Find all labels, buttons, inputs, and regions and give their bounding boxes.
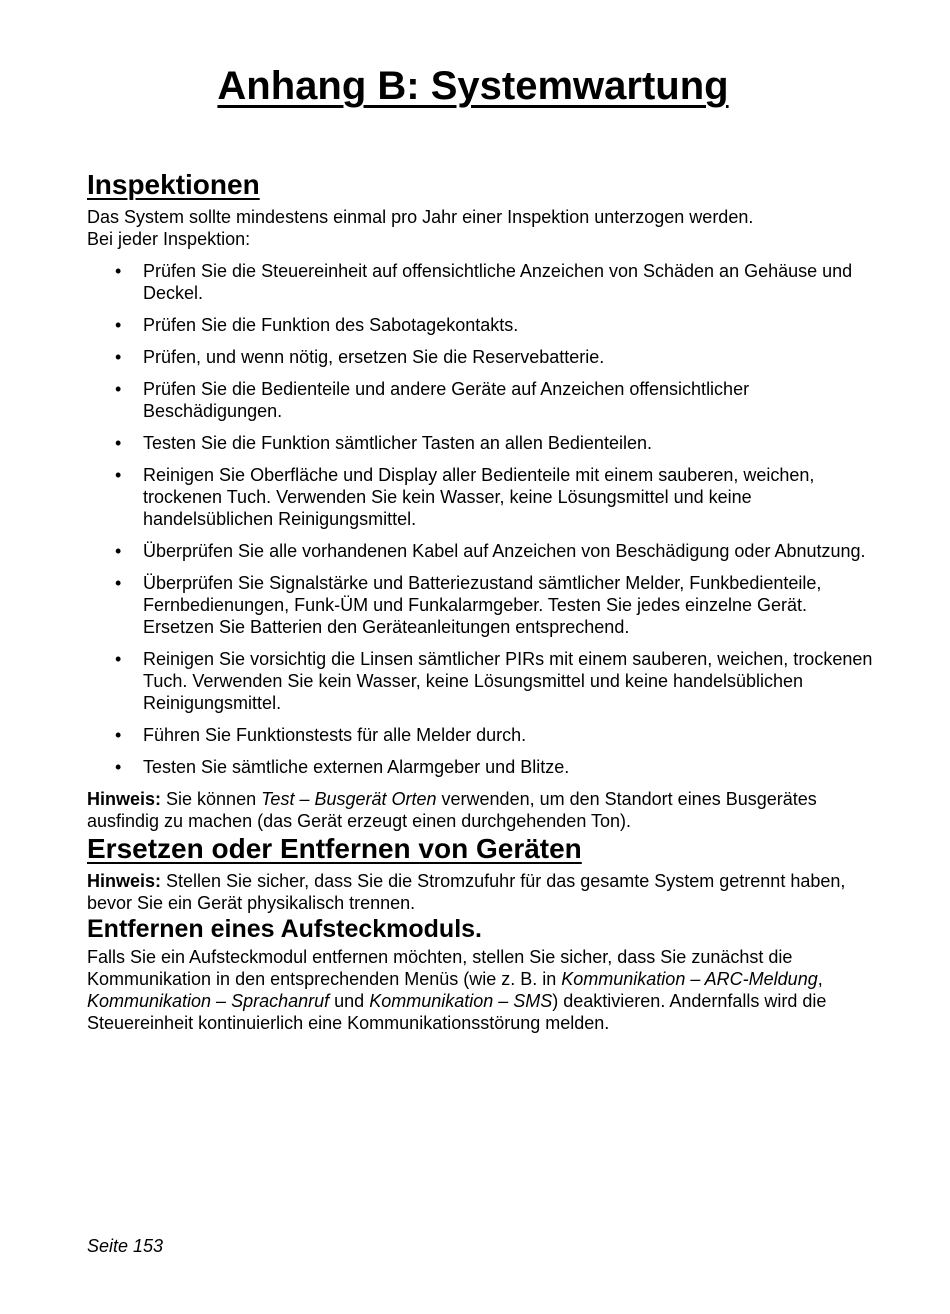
list-item-text: Prüfen Sie die Funktion des Sabotagekontakts. — [143, 315, 519, 335]
list-item — [87, 572, 877, 638]
list-item-text: Prüfen Sie die Bedienteile und andere Geräte auf Anzeichen offensichtlicher Beschädigungen. — [143, 379, 750, 421]
list-item-text: Prüfen, und wenn nötig, ersetzen Sie die Reservebatterie. — [143, 347, 605, 367]
bullet-icon: • — [115, 261, 122, 281]
page-number: Seite 153 — [87, 1236, 164, 1256]
list-item — [87, 314, 877, 336]
list-item-text: Überprüfen Sie Signalstärke und Batteriezustand sämtlicher Melder, Funkbedienteile, Fernbedienungen, Funk-ÜM und Funkalarmgeber. Testen Sie jedes einzelne Gerät. Ersetzen Sie Batterien den Geräteanleitungen entsprechend. — [143, 573, 822, 637]
list-item — [87, 724, 877, 746]
menu-reference-arc: Kommunikation – ARC-Meldung — [561, 969, 818, 989]
note-label: Hinweis: — [87, 789, 162, 809]
inspection-checklist — [87, 260, 877, 778]
list-item — [87, 464, 877, 530]
list-item — [87, 648, 877, 714]
list-item-text: Testen Sie sämtliche externen Alarmgeber und Blitze. — [143, 757, 570, 777]
paragraph-text: Falls Sie ein Aufsteckmodul entfernen möchten, stellen Sie sicher, dass Sie zunächst die Kommunikation in den entsprechenden Menüs (wie z. B. in — [87, 947, 793, 989]
list-item — [87, 756, 877, 778]
section-heading-inspections: Inspektionen — [87, 169, 260, 200]
inspection-intro — [87, 206, 877, 250]
list-item-text: Reinigen Sie Oberfläche und Display aller Bedienteile mit einem sauberen, weichen, trockenen Tuch. Verwenden Sie kein Wasser, keine Lösungsmittel und keine handelsüblichen Reinigungsmittel. — [143, 465, 815, 529]
paragraph-text: und — [329, 991, 370, 1011]
subsection-heading-remove-module: Entfernen eines Aufsteckmoduls. — [87, 915, 482, 943]
list-item — [87, 346, 877, 368]
page-title: Anhang B: Systemwartung — [217, 64, 729, 108]
bullet-icon: • — [115, 433, 122, 453]
menu-reference-sms: Kommunikation – SMS — [369, 991, 553, 1011]
note-text: Sie können — [161, 789, 262, 809]
bullet-icon: • — [115, 379, 122, 399]
list-item — [87, 432, 877, 454]
list-item-text: Überprüfen Sie alle vorhandenen Kabel auf Anzeichen von Beschädigung oder Abnutzung. — [143, 541, 866, 561]
remove-module-paragraph — [87, 946, 877, 1034]
list-item — [87, 378, 877, 422]
document-body — [87, 168, 877, 1034]
paragraph-text: ) deaktivieren. Andernfalls wird die Steuereinheit kontinuierlich eine Kommunikationsstörung melden. — [87, 991, 827, 1033]
inspection-intro-line-1: Das System sollte mindestens einmal pro Jahr einer Inspektion unterzogen werden. — [87, 207, 754, 227]
list-item-text: Testen Sie die Funktion sämtlicher Tasten an allen Bedienteilen. — [143, 433, 652, 453]
bullet-icon: • — [115, 757, 122, 777]
menu-reference-voice: Kommunikation – Sprachanruf — [87, 991, 330, 1011]
bullet-icon: • — [115, 725, 122, 745]
bullet-icon: • — [115, 347, 122, 367]
replace-note — [87, 870, 877, 914]
bullet-icon: • — [115, 649, 122, 669]
bullet-icon: • — [115, 315, 122, 335]
bullet-icon: • — [115, 573, 122, 593]
note-label: Hinweis: — [87, 871, 162, 891]
list-item-text: Reinigen Sie vorsichtig die Linsen sämtlicher PIRs mit einem sauberen, weichen, trockenen Tuch. Verwenden Sie kein Wasser, keine Lösungsmittel und keine handelsüblichen Reinigungsmittel. — [143, 649, 873, 713]
paragraph-text: , — [817, 969, 823, 989]
list-item — [87, 260, 877, 304]
list-item-text: Prüfen Sie die Steuereinheit auf offensichtliche Anzeichen von Schäden an Gehäuse und Deckel. — [143, 261, 853, 303]
note-text: verwenden, um den Standort eines Busgerätes ausfindig zu machen (das Gerät erzeugt einen durchgehenden Ton). — [87, 789, 817, 831]
list-item — [87, 540, 877, 562]
bullet-icon: • — [115, 465, 122, 485]
section-heading-replace-remove: Ersetzen oder Entfernen von Geräten — [87, 833, 582, 864]
note-menu-reference: Test – Busgerät Orten — [261, 789, 437, 809]
note-text: Stellen Sie sicher, dass Sie die Stromzufuhr für das gesamte System getrennt haben, bevor Sie ein Gerät physikalisch trennen. — [87, 871, 846, 913]
bullet-icon: • — [115, 541, 122, 561]
list-item-text: Führen Sie Funktionstests für alle Melder durch. — [143, 725, 527, 745]
inspection-note — [87, 788, 877, 832]
inspection-intro-line-2: Bei jeder Inspektion: — [87, 229, 251, 249]
